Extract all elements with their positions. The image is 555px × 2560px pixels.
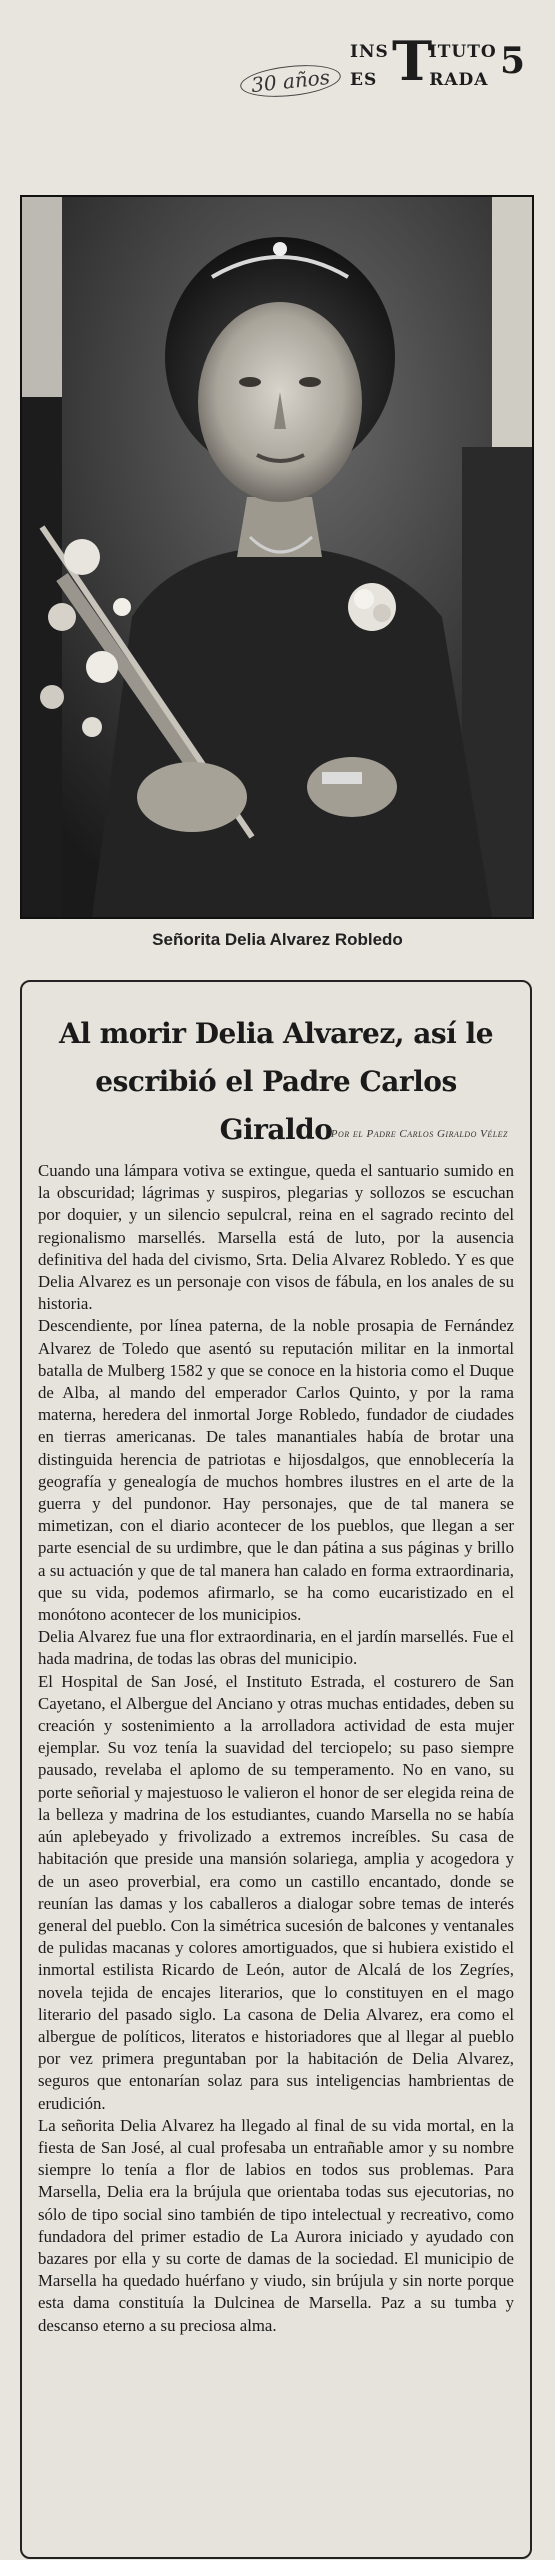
article-paragraph: Delia Alvarez fue una flor extraordinaria, en el jardín marsellés. Fue el hada madrina, de todas las obras del municipio.	[38, 1627, 514, 1669]
article-byline: Por el Padre Carlos Giraldo Vélez	[330, 1128, 508, 1140]
logo-line-1-start: INS	[350, 42, 389, 62]
article-body	[38, 1160, 514, 2337]
photo-caption: Señorita Delia Alvarez Robledo	[152, 930, 403, 949]
article-paragraph: La señorita Delia Alvarez ha llegado al final de su vida mortal, en la fiesta de San José, al cual profesaba un entrañable amor y su nombre siempre lo tenía a flor de labios en todos sus problemas. Para Marsella, Delia era la brújula que orientaba todas sus ejecutorias, no sólo de tipo social sino también de tipo intelectual y recreativo, como fundadora del primer estadio de La Aurora iniciado y ayudado con bazares por ella y su corte de damas de la sociedad. El municipio de Marsella ha quedado huérfano y viudo, sin brújula y sin norte porque esta dama constituía la Dulcinea de Marsella. Paz a su tumba y descanso eterno a su preciosa alma.	[38, 2115, 514, 2335]
article-paragraph: Descendiente, por línea paterna, de la noble prosapia de Fernández Alvarez de Toledo que asentó su reputación militar en la inmortal batalla de Mulberg 1582 y que se conoce en la historia como el Duque de Alba, al mando del emperador Carlos Quinto, y por la rama materna, heredera del inmortal Jorge Robledo, fundador de ciudades en tierras americanas. De tales manantiales había de brotar una distinguida herencia de patriotas e hijosdalgos, que ennoblecería la geografía y genealogía de muchos hombres ilustres en el arte de la guerra y del pundonor. Hay personajes, que de tal manera se mimetizan, con el diario acontecer de los pueblos, que llegan a ser parte esencial de su urdimbre, que le dan pátina a sus páginas y brillo a su actuación y que de tal manera han calado en forma extraordinaria, que su vida, podemos afirmarlo, se ha como eucaristizado en el monótono acontecer de los municipios.	[38, 1316, 514, 1625]
logo-line-2-end: RADA	[429, 70, 489, 90]
article-title: Al morir Delia Alvarez, así le escribió el Padre Carlos Giraldo	[58, 1017, 494, 1146]
article-paragraph: El Hospital de San José, el Instituto Estrada, el costurero de San Cayetano, el Albergue del Anciano y otras muchas entidades, deben su creación y sostenimiento a la arrolladora actividad de esta mujer ejemplar. Su voz tenía la suavidad del terciopelo; su paso siempre pausado, revelaba el aplomo de su temperamento. No en vano, su porte señorial y majestuoso le valieron el honor de ser elegida reina de la belleza y madrina de los estudiantes, cuando Marsella no se había aún aplebeyado y frivolizado a extremos increíbles. Su casa de habitación que preside una mansión solariega, amplia y acogedora y de un aseo proverbial, era como un castillo encantado, donde se reunían las damas y los caballeros a dialogar sobre temas de interés general del pueblo. Con la simétrica sucesión de balcones y ventanales de pulidas macanas y colores amortiguados, que si hubiera existido el inmortal estilista Ricardo de León, autor de Alcalá de los Zegríes, novela tejida de encajes literarios, que lo constituyen en el mago literario del pasado siglo. La casona de Delia Alvarez, era como el albergue de políticos, literatos e historiadores que al llegar al pueblo por vez primera preguntaban por la habitación de Delia Alvarez, seguros que entonarían solaz para sus inteligencias hambrientas de erudición.	[38, 1671, 514, 2113]
article-paragraph: Cuando una lámpara votiva se extingue, queda el santuario sumido en la obscuridad; lágrimas y suspiros, plegarias y sollozos se escuchan por doquier, y un silencio sepulcral, reina en el sagrado recinto del regionalismo marsellés. Marsella está de luto, por la ausencia definitiva del hada del civismo, Srta. Delia Alvarez Robledo. Y es que Delia Alvarez es un personaje con visos de fábula, en los anales de su historia.	[38, 1161, 514, 1314]
logo-line-1-end: ITUTO	[428, 42, 497, 62]
page-number: 5	[500, 40, 526, 82]
portrait-photo	[20, 195, 534, 919]
logo-line-2	[350, 70, 488, 90]
article-box	[20, 980, 532, 2559]
anniversary-badge: 30 años	[239, 61, 343, 101]
portrait-illustration	[22, 197, 532, 917]
logo-line-2-start: ES	[350, 70, 378, 90]
page-header	[0, 30, 555, 120]
logo-big-letter: T	[392, 29, 433, 93]
instituto-estrada-logo	[350, 29, 500, 98]
